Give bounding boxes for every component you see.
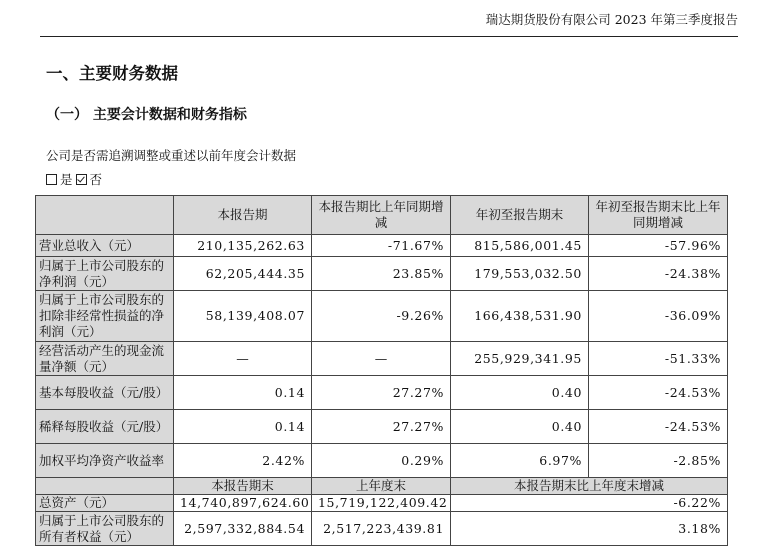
table1-value-cell: -9.26% xyxy=(312,291,451,342)
table1-value-cell: 0.14 xyxy=(174,410,312,444)
table1-row xyxy=(36,444,728,478)
table1-value-cell: 27.27% xyxy=(312,376,451,410)
table1-value-cell: 0.40 xyxy=(451,410,589,444)
table2-header-cell xyxy=(36,478,174,495)
table2-value-cell: 2,597,332,884.54 xyxy=(174,512,312,546)
table1-header-cell: 本报告期比上年同期增减 xyxy=(312,196,451,235)
checkbox-no-checked-icon[interactable] xyxy=(76,174,87,185)
row-label: 总资产（元） xyxy=(36,495,174,512)
row-label: 稀释每股收益（元/股） xyxy=(36,410,174,444)
table1-row xyxy=(36,376,728,410)
table2-value-cell: -6.22% xyxy=(451,495,728,512)
table1-row xyxy=(36,257,728,291)
table1-row xyxy=(36,235,728,257)
row-label: 营业总收入（元） xyxy=(36,235,174,257)
table1-value-cell: 815,586,001.45 xyxy=(451,235,589,257)
table1-header-cell: 年初至报告期末 xyxy=(451,196,589,235)
row-label: 归属于上市公司股东的扣除非经常性损益的净利润（元） xyxy=(36,291,174,342)
checkbox-yes-label: 是 xyxy=(60,172,73,187)
table2-value-cell: 3.18% xyxy=(451,512,728,546)
table2-value-cell: 15,719,122,409.42 xyxy=(312,495,451,512)
table1-value-cell: 23.85% xyxy=(312,257,451,291)
table1-header-row xyxy=(36,196,728,235)
table1-value-cell: -24.53% xyxy=(589,410,728,444)
table1-value-cell: 0.14 xyxy=(174,376,312,410)
table1-row xyxy=(36,342,728,376)
row-label: 归属于上市公司股东的净利润（元） xyxy=(36,257,174,291)
table2-value-cell: 14,740,897,624.60 xyxy=(174,495,312,512)
table1-value-cell: 58,139,408.07 xyxy=(174,291,312,342)
table2-header-cell: 本报告期末比上年度末增减 xyxy=(451,478,728,495)
table1-header-cell: 本报告期 xyxy=(174,196,312,235)
table1-value-cell: 27.27% xyxy=(312,410,451,444)
financial-data-table xyxy=(35,195,728,546)
table1-row xyxy=(36,410,728,444)
row-label: 归属于上市公司股东的所有者权益（元） xyxy=(36,512,174,546)
table1-value-cell: -24.38% xyxy=(589,257,728,291)
table1-value-cell: 2.42% xyxy=(174,444,312,478)
table1-value-cell: 210,135,262.63 xyxy=(174,235,312,257)
table1-value-cell: 255,929,341.95 xyxy=(451,342,589,376)
table2-header-cell: 上年度末 xyxy=(312,478,451,495)
table1-value-cell: 0.29% xyxy=(312,444,451,478)
row-label: 加权平均净资产收益率 xyxy=(36,444,174,478)
table1-value-cell: -51.33% xyxy=(589,342,728,376)
report-header: 瑞达期货股份有限公司 2023 年第三季度报告 xyxy=(485,12,738,27)
table1-value-cell: -2.85% xyxy=(589,444,728,478)
checkbox-yes-icon[interactable] xyxy=(46,174,57,185)
table1-value-cell: 179,553,032.50 xyxy=(451,257,589,291)
table2-header-row xyxy=(36,478,728,495)
table1-header-cell: 年初至报告期末比上年同期增减 xyxy=(589,196,728,235)
table1-value-cell: 0.40 xyxy=(451,376,589,410)
table1-value-cell: -57.96% xyxy=(589,235,728,257)
table1-value-cell: -24.53% xyxy=(589,376,728,410)
row-label: 基本每股收益（元/股） xyxy=(36,376,174,410)
table2-value-cell: 2,517,223,439.81 xyxy=(312,512,451,546)
table1-value-cell: 6.97% xyxy=(451,444,589,478)
restatement-question: 公司是否需追溯调整或重述以前年度会计数据 xyxy=(46,148,297,163)
table2-row xyxy=(36,495,728,512)
table1-value-cell: — xyxy=(312,342,451,376)
section-subtitle-accounting-data: （一） 主要会计数据和财务指标 xyxy=(46,107,247,123)
header-rule xyxy=(40,36,738,37)
table2-header-cell: 本报告期末 xyxy=(174,478,312,495)
table1-value-cell: 166,438,531.90 xyxy=(451,291,589,342)
row-label: 经营活动产生的现金流量净额（元） xyxy=(36,342,174,376)
table1-value-cell: -36.09% xyxy=(589,291,728,342)
table1-value-cell: — xyxy=(174,342,312,376)
table2-row xyxy=(36,512,728,546)
table1-value-cell: -71.67% xyxy=(312,235,451,257)
restatement-answer xyxy=(46,170,102,188)
checkbox-no-label: 否 xyxy=(89,172,103,187)
section-title-main-financial-data: 一、主要财务数据 xyxy=(46,64,178,83)
table1-row xyxy=(36,291,728,342)
table1-value-cell: 62,205,444.35 xyxy=(174,257,312,291)
table1-header-cell xyxy=(36,196,174,235)
